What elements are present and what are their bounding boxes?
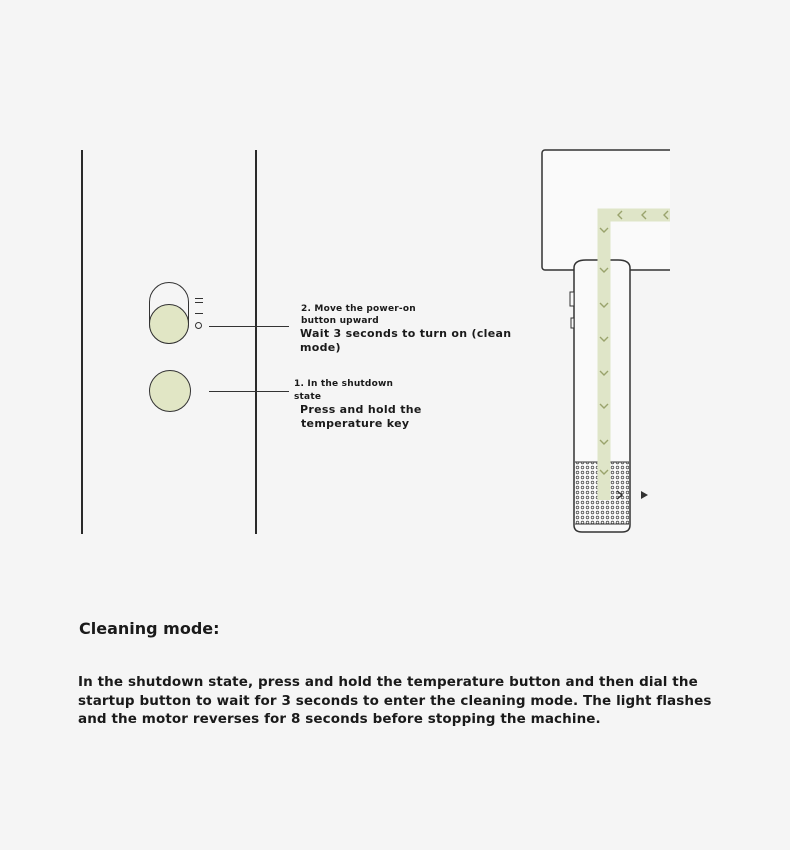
temperature-key [149, 370, 191, 412]
panel-left-border [81, 150, 83, 534]
section-body: In the shutdown state, press and hold the temperature button and then dial the startup button to wait for 3 seconds to enter the cleaning mode. The light flashes and the motor reverses for 8 seconds before stopping the machine. [78, 674, 712, 727]
step1-label-line2: state [294, 392, 322, 402]
leader-line-step2 [209, 326, 289, 327]
panel-right-border [255, 150, 257, 534]
switch-position-on-mark [195, 298, 203, 299]
dryer-side-button [570, 292, 574, 306]
switch-position-off-mark [195, 322, 202, 329]
hair-dryer-illustration [530, 140, 670, 540]
power-switch-knob [149, 304, 189, 344]
step2-label-line1: 2. Move the power-on [301, 304, 416, 314]
step1-detail-line2: temperature key [301, 417, 410, 430]
leader-line-step1 [209, 391, 289, 392]
section-heading: Cleaning mode: [79, 619, 220, 638]
arrow-right-outer [641, 491, 648, 499]
switch-position-mid-mark [195, 313, 203, 314]
step1-label-line1: 1. In the shutdown [294, 379, 394, 389]
step2-detail-line2: mode) [300, 341, 341, 354]
step1-detail-line1: Press and hold the [300, 403, 422, 416]
step2-detail-line1: Wait 3 seconds to turn on (clean [300, 327, 512, 340]
step2-label-line2: button upward [301, 316, 379, 326]
switch-position-on-mark-lower [195, 302, 203, 303]
dryer-side-button-lower [571, 318, 574, 328]
